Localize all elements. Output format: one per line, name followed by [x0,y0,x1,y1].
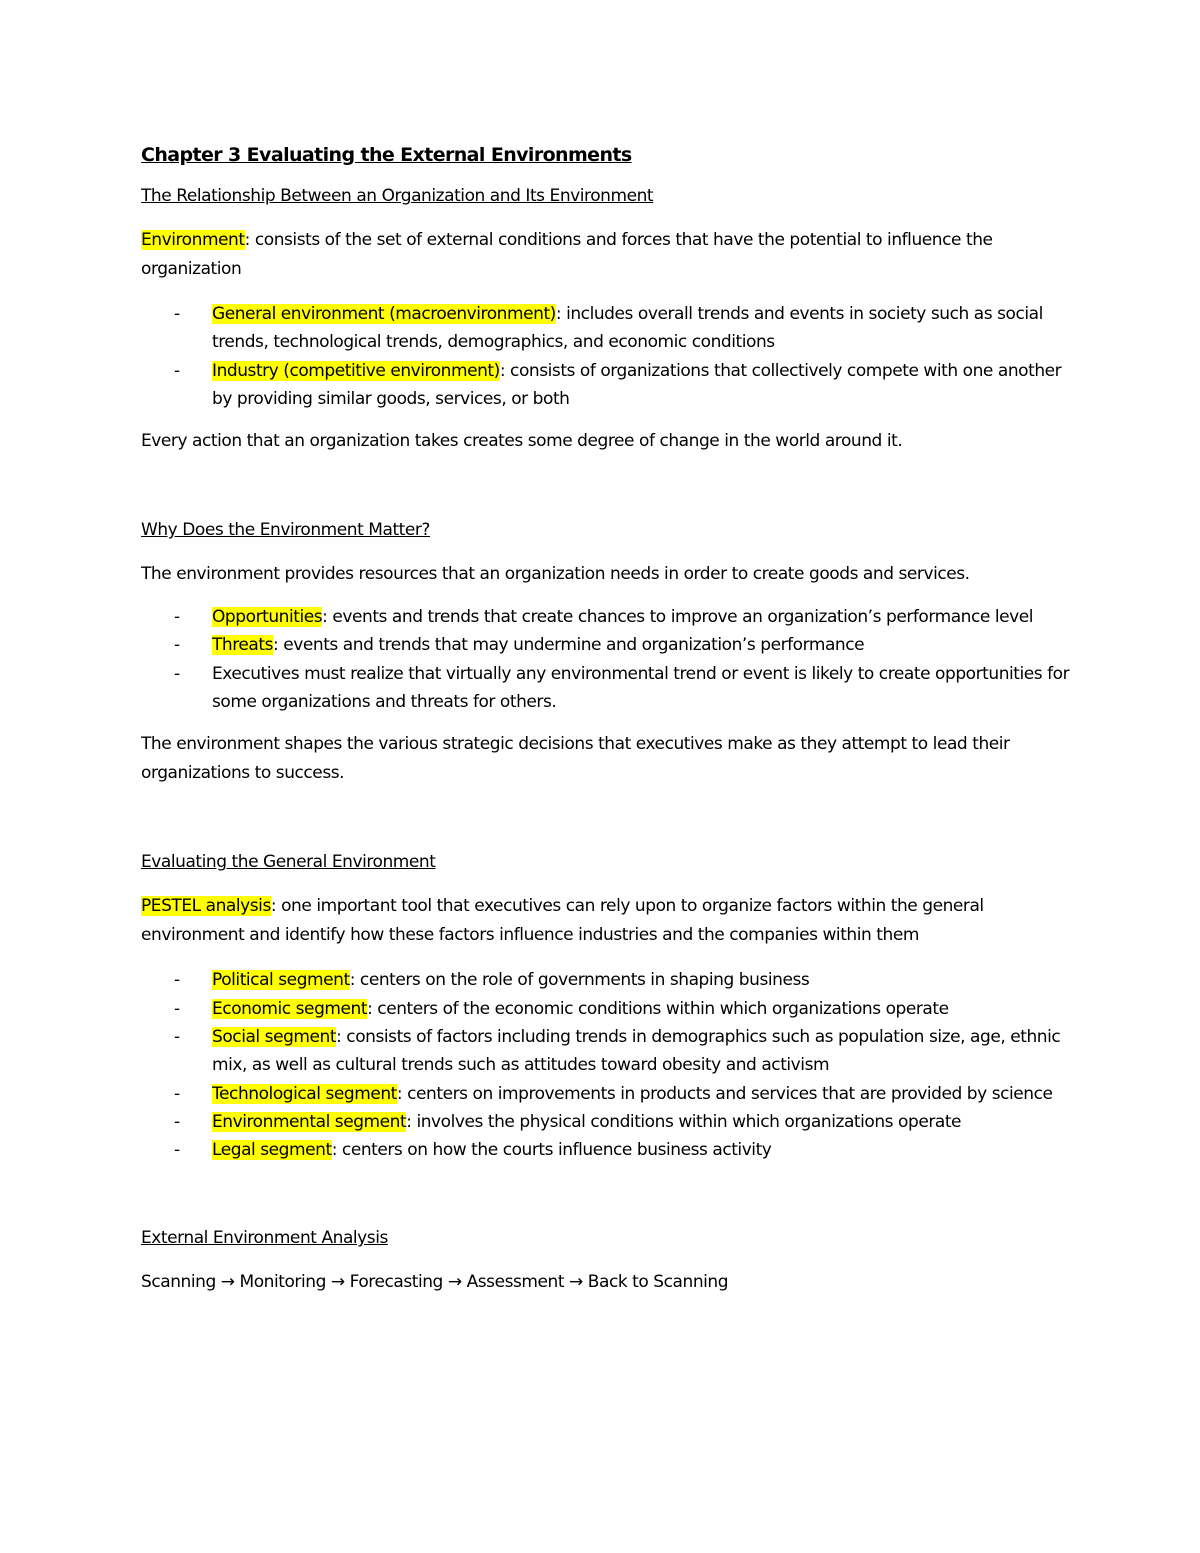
item-text: : includes overall trends and events in society such as social trends, technological trends, demographics, and economic conditions [212,304,1043,353]
item-text: : centers on the role of governments in shaping business [349,970,810,991]
item-text: : centers of the economic conditions within which organizations operate [367,998,949,1019]
section-closing-text: Every action that an organization takes creates some degree of change in the world around it. [141,431,903,452]
list-item [141,660,1081,717]
highlighted-term: Threats [212,635,274,656]
pestel-definition [141,892,1081,950]
highlighted-term: Social segment [212,1026,337,1047]
opportunities-threats-list [141,603,1081,716]
section-heading-external-analysis: External Environment Analysis [141,1228,388,1249]
dash-bullet: - [174,1083,180,1104]
highlighted-term: PESTEL analysis [141,896,271,917]
chapter-title: Chapter 3 Evaluating the External Environments [141,144,632,166]
list-item [141,1108,1081,1136]
dash-bullet: - [174,970,180,991]
highlighted-term: Environmental segment [212,1111,407,1132]
list-item [141,603,1081,631]
dash-bullet: - [174,1140,180,1161]
dash-bullet: - [174,1111,180,1132]
dash-bullet: - [174,663,180,684]
environment-types-list [141,300,1081,413]
highlighted-term: Environment [141,230,245,250]
dash-bullet: - [174,360,180,381]
list-item [141,1023,1081,1080]
list-item [141,966,1081,994]
highlighted-term: Technological segment [212,1083,397,1104]
section-heading-why-matter: Why Does the Environment Matter? [141,520,431,541]
list-item [141,995,1081,1023]
section-closing-text: The environment shapes the various strategic decisions that executives make as they attempt to lead their organizations to success. [141,734,1010,784]
dash-bullet: - [174,635,180,656]
definition-text: : consists of the set of external conditions and forces that have the potential to influence the organization [141,230,993,279]
pestel-segments-list [141,966,1081,1164]
highlighted-term: Industry (competitive environment) [212,360,500,381]
list-item [141,357,1081,414]
item-text: : consists of organizations that collectively compete with one another by providing similar goods, services, or both [212,360,1062,409]
list-item [141,631,1081,659]
section-heading-relationship: The Relationship Between an Organization and Its Environment [141,186,654,206]
highlighted-term: Economic segment [212,998,368,1019]
analysis-flow: Scanning → Monitoring → Forecasting → Assessment → Back to Scanning [141,1272,729,1293]
environment-definition [141,226,1081,284]
dash-bullet: - [174,998,180,1019]
dash-bullet: - [174,304,180,324]
item-text: : centers on how the courts influence business activity [331,1140,772,1161]
item-text: : events and trends that may undermine and organization’s performance [273,635,865,656]
document-content [141,138,1081,1297]
dash-bullet: - [174,607,180,628]
item-text: Executives must realize that virtually any environmental trend or event is likely to create opportunities for some organizations and threats for others. [212,663,1070,713]
item-text: : centers on improvements in products and services that are provided by science [396,1083,1053,1104]
section-heading-general-environment: Evaluating the General Environment [141,852,436,873]
highlighted-term: Political segment [212,970,350,991]
dash-bullet: - [174,1026,180,1047]
item-text: : events and trends that create chances to improve an organization’s performance level [322,607,1034,628]
highlighted-term: Legal segment [212,1140,332,1161]
highlighted-term: General environment (macroenvironment) [212,304,556,324]
highlighted-term: Opportunities [212,607,323,628]
item-text: : consists of factors including trends in demographics such as population size, age, ethnic mix, as well as cultural trends such as attitudes toward obesity and activism [212,1026,1061,1076]
list-item [141,300,1081,357]
section-intro-text: The environment provides resources that an organization needs in order to create goods and services. [141,564,970,585]
list-item [141,1080,1081,1108]
list-item [141,1136,1081,1164]
definition-text: : one important tool that executives can rely upon to organize factors within the general environment and identify how these factors influence industries and the companies within them [141,896,984,946]
item-text: : involves the physical conditions within which organizations operate [406,1111,962,1132]
